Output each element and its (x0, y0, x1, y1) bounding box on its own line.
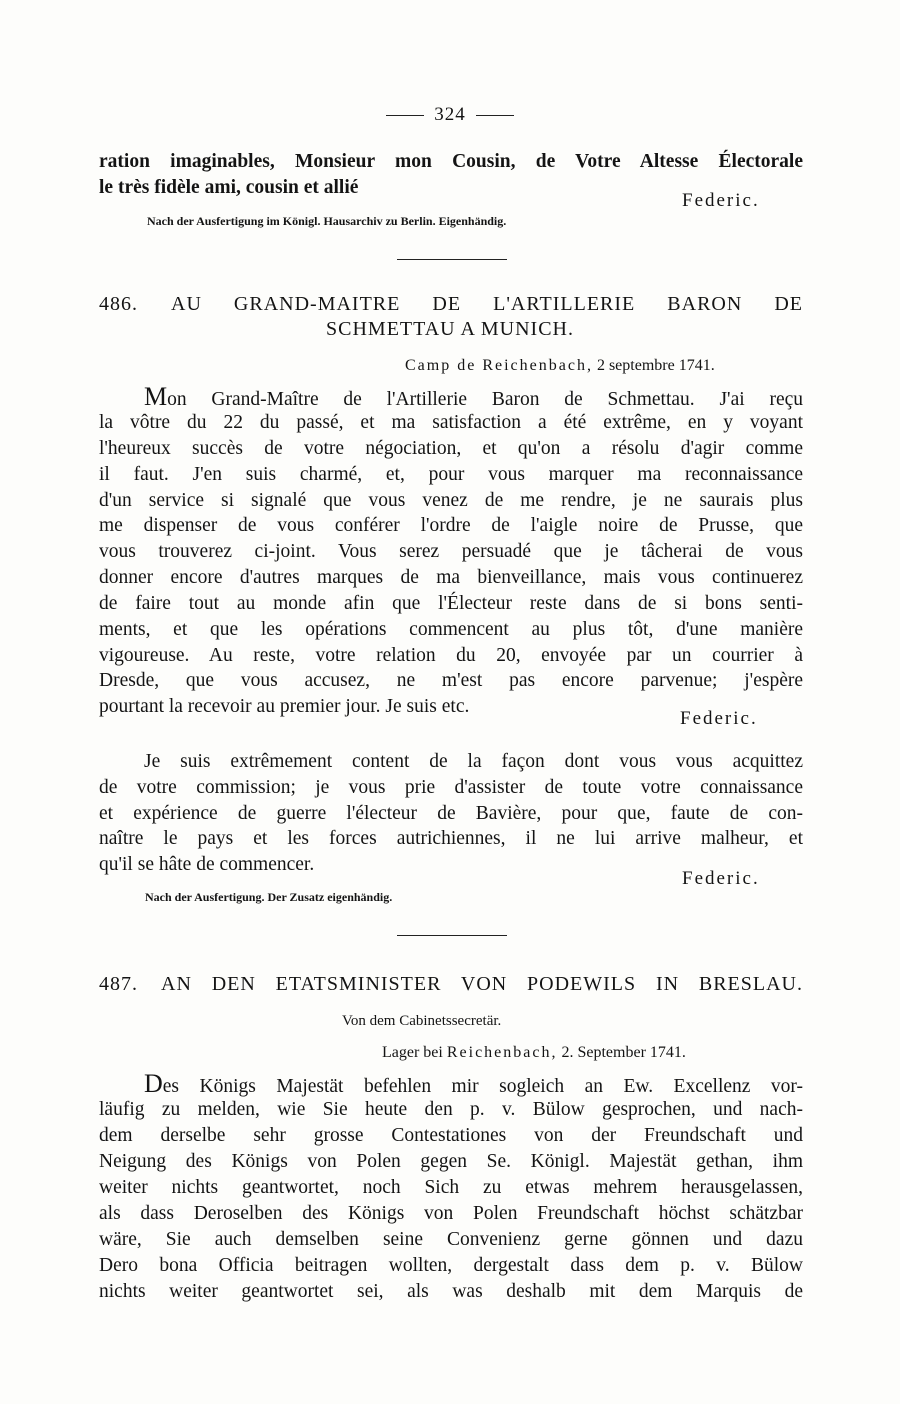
text-line: Dresde, que vous accusez, ne m'est pas encore parvenue; j'espère (99, 670, 803, 691)
text-line: l'heureux succès de votre négociation, et qu'on a résolu d'agir comme (99, 438, 803, 459)
postscript-line: et expérience de guerre l'électeur de Bavière, pour que, faute de con- (99, 803, 803, 824)
text-line: la vôtre du 22 du passé, et ma satisfaction a été extrême, en y voyant (99, 412, 803, 433)
text-line: Dero bona Officia beitragen wollten, dergestalt dass dem p. v. Bülow (99, 1255, 803, 1276)
letter-number: 486. (99, 293, 138, 315)
text-line: als dass Deroselben des Königs von Polen Freundschaft höchst schätzbar (99, 1203, 803, 1224)
source-note: Nach der Ausfertigung. Der Zusatz eigenhändig. (145, 890, 393, 904)
text-line: donner encore d'autres marques de ma bienveillance, mais vous continuerez (99, 567, 803, 588)
dateline (382, 1044, 686, 1062)
dateline-prefix: Lager bei (382, 1044, 443, 1061)
text-line: d'un service si signalé que vous venez de me rendre, je ne saurais plus (99, 490, 803, 511)
postscript-line: Je suis extrêmement content de la façon dont vous vous acquittez (144, 751, 803, 772)
letter-subtitle: Von dem Cabinetssecretär. (342, 1013, 502, 1029)
text-line: wäre, Sie auch demselben seine Convenienz gerne gönnen und dazu (99, 1229, 803, 1250)
text-line-first-rest: on Grand-Maître de l'Artillerie Baron de Schmettau. J'ai reçu (167, 389, 803, 410)
page-number-text: 324 (434, 104, 466, 125)
signature: Federic. (682, 868, 760, 889)
source-note: Nach der Ausfertigung im Königl. Hausarchiv zu Berlin. Eigenhändig. (147, 214, 507, 228)
text-line-first-rest: es Königs Majestät befehlen mir sogleich an Ew. Excellenz vor- (162, 1076, 803, 1097)
text-line: de faire tout au monde afin que l'Électeur reste dans de si bons senti- (99, 593, 803, 614)
text-line: läufig zu melden, wie Sie heute den p. v. Bülow gesprochen, und nach- (99, 1099, 803, 1120)
text-line: pourtant la recevoir au premier jour. Je suis etc. (99, 696, 470, 717)
text-line: nichts weiter geantwortet sei, als was deshalb mit dem Marquis de (99, 1281, 803, 1302)
text-line: il faut. J'en suis charmé, et, pour vous marquer ma reconnaissance (99, 464, 803, 485)
text-line: vigoureuse. Au reste, votre relation du 20, envoyée par un courrier à (99, 645, 803, 666)
letter-number: 487. (99, 973, 138, 995)
text-line-first (144, 1071, 803, 1100)
signature: Federic. (682, 190, 760, 211)
postscript-line: de votre commission; je vous prie d'assister de toute votre connaissance (99, 777, 803, 798)
text-line: vous trouverez ci-joint. Vous serez persuadé que je tâcherai de vous (99, 541, 803, 562)
text-line: weiter nichts geantwortet, noch Sich zu etwas mehrem herausgelassen, (99, 1177, 803, 1198)
dateline-date: 2 septembre 1741. (596, 357, 715, 374)
letter-title-continued: SCHMETTAU A MUNICH. (326, 318, 574, 340)
dateline (405, 357, 715, 375)
letter-title: AU GRAND-MAITRE DE L'ARTILLERIE BARON DE (171, 293, 803, 315)
dateline-place: Camp de Reichenbach, (405, 357, 593, 374)
dateline-date: 2. September 1741. (561, 1044, 686, 1061)
text-line: le très fidèle ami, cousin et allié (99, 177, 359, 198)
page-number-dash-right (476, 115, 514, 116)
text-line: dem derselbe sehr grosse Contestationes von der Freundschaft und (99, 1125, 803, 1146)
letter-title: AN DEN ETATSMINISTER VON PODEWILS IN BRESLAU. (161, 973, 803, 995)
postscript-line: naître le pays et les forces autrichiennes, il ne lui arrive malheur, et (99, 828, 803, 849)
text-line: ration imaginables, Monsieur mon Cousin, de Votre Altesse Électorale (99, 151, 803, 172)
text-line-first (144, 384, 803, 413)
signature: Federic. (680, 708, 758, 729)
text-line: ments, et que les opérations commencent au plus tôt, d'une manière (99, 619, 803, 640)
section-divider (397, 935, 507, 936)
initial-letter: D (144, 1069, 163, 1098)
dateline-place: Reichenbach, (446, 1044, 558, 1061)
postscript-line: qu'il se hâte de commencer. (99, 854, 315, 875)
initial-letter: M (144, 382, 168, 411)
text-line: me dispenser de vous conférer l'ordre de l'aigle noire de Prusse, que (99, 515, 803, 536)
section-divider (397, 259, 507, 260)
text-line: Neigung des Königs von Polen gegen Se. Königl. Majestät gethan, ihm (99, 1151, 803, 1172)
page-number (0, 104, 900, 126)
page-number-dash-left (386, 115, 424, 116)
